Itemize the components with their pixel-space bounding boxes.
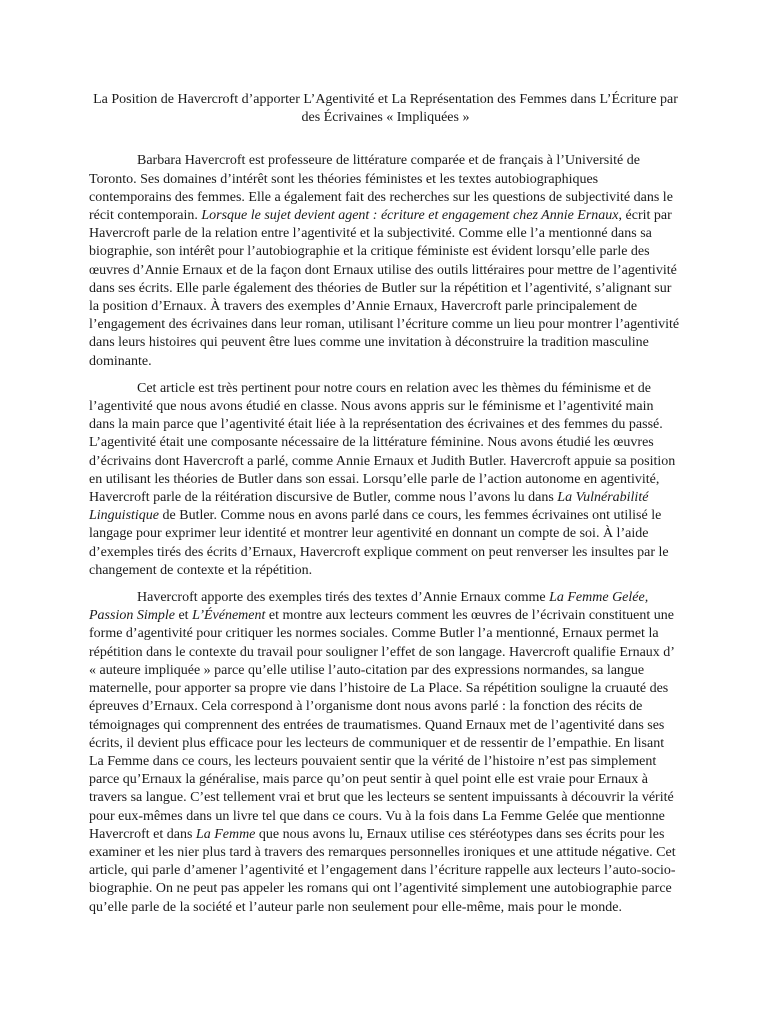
paragraph-3	[89, 589, 682, 917]
document-title: La Position de Havercroft d’apporter L’Agentivité et La Représentation des Femmes dans L’Écriture par des Écrivaines « Impliquées »	[93, 92, 678, 126]
paragraph-2-run-1: Cet article est très pertinent pour notre cours en relation avec les thèmes du féminisme et de l’agentivité que nous avons étudié en classe. Nous avons appris sur le féminisme et l’agentivité main dans la main parce que l’agentivité était liée à la représentation des écrivaines et des femmes du passé. L’agentivité était une composante nécessaire de la littérature féminine. Nous avons étudié les œuvres d’écrivains dont Havercroft a parlé, comme Annie Ernaux et Judith Butler. Havercroft appuie sa position en utilisant les théories de Butler dans son essai. Lorsqu’elle parle de l’action autonome en agentivité, Havercroft parle de la réitération discursive de Butler, comme nous l’avons lu dans	[89, 380, 676, 506]
paragraph-3-run-2-italic-title: La Femme Gelée, Passion Simple	[89, 590, 649, 624]
paragraph-2-run-2-italic-title: La Vulnérabilité Linguistique	[89, 490, 649, 524]
paragraph-2-run-3: de Butler. Comme nous en avons parlé dans ce cours, les femmes écrivaines ont utilisé le langage pour exprimer leur identité et montrer leur agentivité en donnant un compte de soi. À l’aide d’exemples tirés des écrits d’Ernaux, Havercroft explique comment on peut renverser les insultes par le changement de contexte et la répétition.	[89, 508, 669, 578]
paragraph-1-run-2-italic-title: Lorsque le sujet devient agent : écriture et engagement chez Annie Ernaux	[201, 208, 619, 224]
paragraph-1	[89, 152, 682, 370]
paragraph-3-run-7: que nous avons lu, Ernaux utilise ces stéréotypes dans ses écrits pour les examiner et les nier plus tard à travers des remarques personnelles ironiques et une attitude négative. Cet article, qui parle d’amener l’agentivité et l’engagement dans l’écriture rappelle aux lecteurs l’auto-socio-biographie. On ne peut pas appeler les romans qui ont l’agentivité simplement une autobiographie parce qu’elle parle de la société et l’auteur parle non seulement pour elle-même, mais pour le monde.	[89, 826, 676, 915]
paragraph-1-run-3: , écrit par Havercroft parle de la relation entre l’agentivité et la subjectivité. Comme elle l’a mentionné dans sa biographie, son intérêt pour l’autobiographie et la critique féministe est évident lorsqu’elle parle des œuvres d’Annie Ernaux et de la façon dont Ernaux utilise des outils littéraires pour mettre de l’agentivité dans ses écrits. Elle parle également des théories de Butler sur la répétition et l’agentivité, s’alignant sur la position d’Ernaux. À travers des exemples d’Annie Ernaux, Havercroft parle principalement de l’engagement des écrivaines dans leur roman, utilisant l’écriture comme un lieu pour montrer l’agentivité dans leurs histoires qui peuvent être lues comme une invitation à déconstruire la tradition masculine dominante.	[89, 208, 680, 369]
paragraph-1-run-1: Barbara Havercroft est professeure de littérature comparée et de français à l’Université de Toronto. Ses domaines d’intérêt sont les théories féministes et les textes autobiographiques contemporains des femmes. Elle a également fait des recherches sur les questions de subjectivité dans le récit contemporain.	[89, 153, 673, 224]
paragraph-3-run-5: et montre aux lecteurs comment les œuvres de l’écrivain constituent une forme d’agentivité pour critiquer les normes sociales. Comme Butler l’a mentionné, Ernaux permet la répétition dans le contexte du travail pour souligner l’effet de son langage. Havercroft qualifie Ernaux d’ « auteure impliquée » parce qu’elle utilise l’auto-citation par des expressions normandes, sa langue maternelle, pour apporter sa propre vie dans l’histoire de La Place. Sa répétition souligne la cruauté des épreuves d’Ernaux. Cela correspond à l’organisme dont nous avons parlé : la fonction des récits de témoignages qui comprennent des entrées de traumatismes. Quand Ernaux met de l’agentivité dans ses écrits, il devient plus efficace pour les lecteurs de communiquer et de ressentir de l’empathie. En lisant La Femme dans ce cours, les lecteurs pouvaient sentir que la vérité de l’histoire n’est pas simplement parce qu’Ernaux la généralise, mais parce qu’on peut sentir à quel point elle est vraie pour Ernaux à travers sa langue. C’est tellement vrai et brut que les lecteurs se sentent impuissants à découvrir la vérité pour eux-mêmes dans un livre tel que dans ce cours. Vu à la fois dans La Femme Gelée que mentionne Havercroft et dans	[89, 608, 674, 842]
paragraph-2	[89, 380, 682, 580]
paragraph-3-run-3: et	[174, 608, 193, 624]
paragraph-3-run-1: Havercroft apporte des exemples tirés des textes d’Annie Ernaux comme	[137, 590, 550, 606]
paragraph-3-run-6-italic-title: La Femme	[195, 826, 256, 842]
paragraph-3-run-4-italic-title: L’Événement	[192, 608, 266, 624]
